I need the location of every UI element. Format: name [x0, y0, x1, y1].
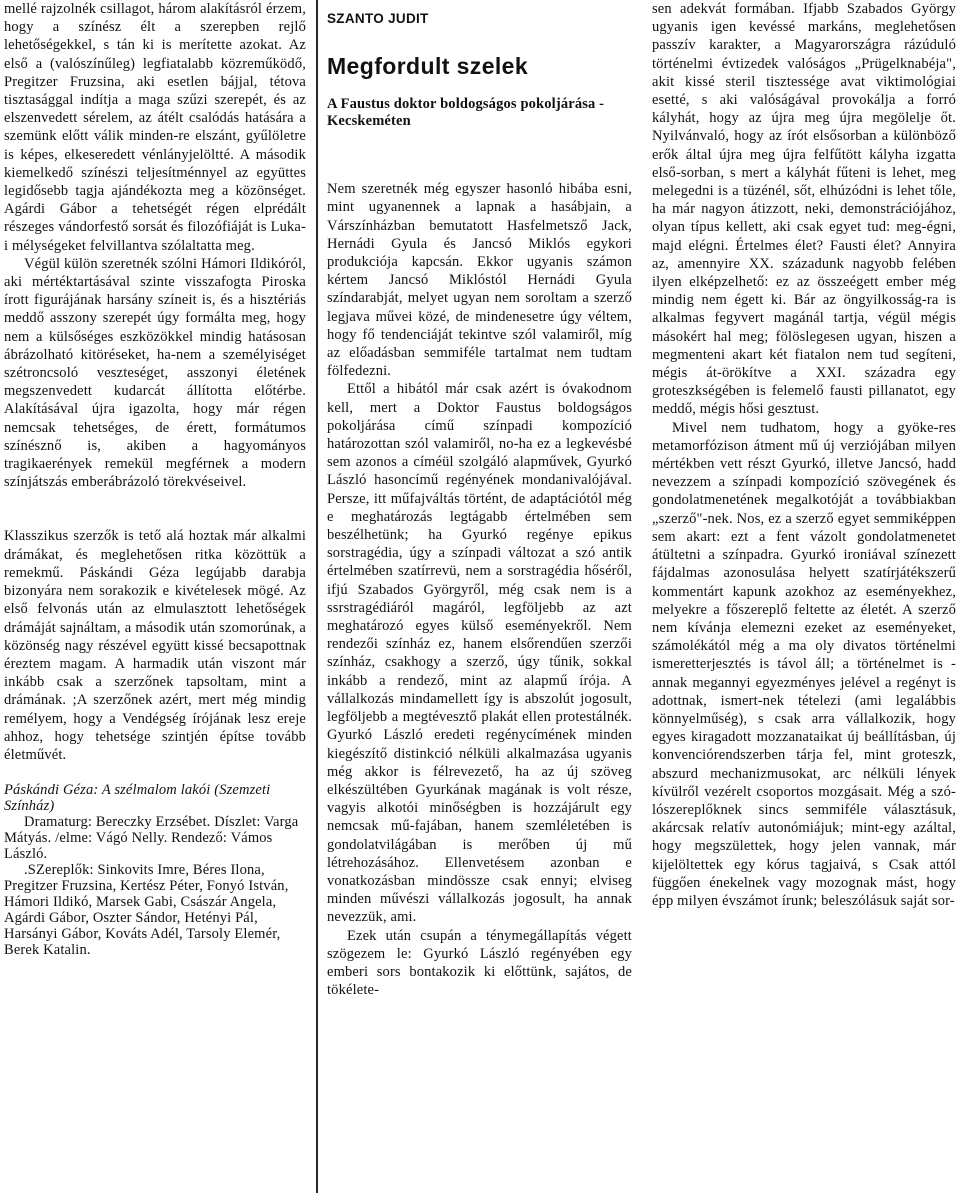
article-title: Megfordult szelek [327, 53, 529, 80]
column-left [4, 0, 306, 958]
paragraph: Mivel nem tudhatom, hogy a gyöke-res metamorfózison átment mű új verziójában milyen mértékben vett részt Gyurkó, illetve Jancsó, hadd nevezzem a színpadi kompozíció szövegének és gondolatmenetének megalkotóját a továbbiakban „szerző"-nek. Nos, ez a szerző egyet semmiképpen sem akart: ezt a fent vázolt gondolatmenetet átültetni a színpadra. Gyurkó ironiával színezett fájdalmas azonosulása helyett szatírjátékszerű kommentárt kapunk azokhoz az eseményekhez, melyekre a főszereplő feltette az életét. A szerző nem kívánja elemezni ezeket az eseményeket, számolékától még a ma oly divatos történelmi ismeretterjesztés is távol áll; a történelmet is - annak megannyi egyezményes jelével a regényt is adottnak, ismert-nek tételezi (ami legalábbis könnyelműség), s csak arra vállalkozik, hogy egyes kiragadott mozzanataikat új beállításban, új konvenciórendszerben tárja fel, mint groteszk, abszurd mechanizmusokat, arc nélküli lények kívülről vezérelt csoportos mozgásait. Még a szó-lószereplőknek sincs semmiféle választásuk, akárcsak relatív autonómiájuk; mint-egy azáltal, hogy megszülettek, hogy jelen vannak, már kijelöltettek egy kórus tagjaivá, s Csak attól függően énekelnek vagy mozognak mást, hogy épp milyen évszámot írunk; beleszólásuk saját sor- [652, 419, 956, 909]
article-subtitle: A Faustus doktor boldogságos pokoljárása - Kecskeméten [327, 96, 605, 130]
column-divider [316, 0, 318, 1193]
paragraph: sen adekvát formában. Ifjabb Szabados György ugyanis igen kevéssé markáns, meglehetősen passzív karakter, a Magyarországra rázúduló történelmi évtizedek valóságos „Prügelknabéja", akit kissé steril tisztessége avat viktimológiai esetté, s aki valóságával provokálja a forró kályhát, hogy az újra meg újra megölelje őt. Nyilvánvaló, hogy az írót elsősorban a különböző erők által újra meg újra felfűtött kályha izgatta első-sorban, s mert a kályhát fűteni is lehet, meg melegedni is a tüzénél, sőt, elhúzódni is lehet tőle, ha már nagyon átizzott, neki, demonstrációjához, olyan típus kellett, aki csak egyet tud: meg-égni, majd elégni. Értelmes élet? Fausti élet? Annyira az, amennyire XX. századunk nagyobb felében ilyen elképzelhető: ez az összeégett ember még mindig nem égett ki. Bár az öngyilkosság-ra is alkalmas fegyvert magánál tartja, végül mégis másokért hal meg; fölöslegesen ugyan, hiszen a megmenteni akart két fiatalon nem tud segíteni, mégis át-örökítve a XXI. századra egy groteszkségében is felemelő fausti pillanatot, egy meddő, mégis hősi gesztust. [652, 1, 956, 418]
article-author: SZANTO JUDIT [327, 11, 429, 26]
paragraph: Végül külön szeretnék szólni Hámori Ildikóról, aki mértéktartásával szinte visszafogta Piroska írott figurájának harsány színeit is, és a hisztériás meddő asszony szerepét úgy formálta meg, hogy nem a külsőséges eszközökkel mindig hatásosan ábrázolható kitöréseket, ha-nem a személyiséget szétroncsoló veszteséget, asszonyi életének megszenvedett kudarcát állította előtérbe. Alakításával újra igazolta, hogy már régen nemcsak tehetséges, de érett, formátumos színésznő is, akiben a hagyományos tragikaerények remekül megférnek a modern színjátszás emberábrázoló törekvéseivel. [4, 255, 306, 491]
paragraph: Ettől a hibától már csak azért is óvakodnom kell, mert a Doktor Faustus boldogságos pokoljárása című színpadi kompozíció határozottan szól valamiről, no-ha ez a legkevésbé sem azonos a címéül szolgáló alapművek, Gyurkó László hasoncímű regényének mondanivalójával. Persze, itt műfajváltás történt, de adaptációtól még e meghatározás legtágabb értelmében sem beszélhetünk; ha Gyurkó regénye epikus sorstragédia, úgy a színpadi változat a szó antik értelmében szatírrevü, nem a sorstragédia hőséről, ifjú Szabados Györgyről, még csak nem is a ssrstragédiáról magáról, legföljebb az azt meghatározó egyes külső eseményekről. Nem rendezői színház ez, hanem elsőrendűen szerzői színház, csakhogy a szerző, úgy tűnik, sokkal inkább a rendező, mint az alapmű írója. A vállalkozás mindamellett így is abszolút jogosult, legföljebb a megtévesztő plakát ellen protestálnék. Gyurkó László eredeti regénycímének minden kiegészítő distinkció nélküli alkalmazása ugyanis még akkor is félrevezető, ha az új szöveg elkészültében Gyurkának magának is volt része, vagyis alkotói minőségben is hozzájárult egy nemcsak mű-fajában, hanem szemléletében is gondolatvilágában is merőben új mű létrehozásához. Ellenvetésem azonban e vonatkozásban mindössze csak ennyi; elviseg minden művészi vállalkozás jogosult, ha annak nevezzük, ami. [327, 381, 632, 926]
paragraph: Klasszikus szerzők is tető alá hoztak már alkalmi drámákat, és meglehetősen ritka közöttük a remekmű. Páskándi Géza legújabb darabja bizonyára nem sorakozik e kivételesek mögé. Az első felvonás után az elmulasztott lehetőségek drámáját sajnáltam, a második után szomorúnak, a közönség nagy részével együtt kissé becsapottnak éreztem magam. A harmadik után viszont már inkább csak a szerzőnek tapsoltam, mint a drámának. ;A szerzőnek azért, mert még mindig remélyem, hogy a Vendégség írójának lesz ereje ahhoz, hogy tehetsége szintjén építse tovább életművét. [4, 528, 306, 763]
column-middle [327, 0, 632, 999]
column-right [652, 0, 956, 910]
credits-staff: Dramaturg: Bereczky Erzsébet. Díszlet: Varga Mátyás. /elme: Vágó Nelly. Rendező: Vámos László. [4, 814, 299, 863]
production-credits [4, 782, 306, 958]
paragraph: Ezek után csupán a ténymegállapítás végett szögezem le: Gyurkó László regényében egy emberi sors bontakozik ki előttünk, sajátos, de tökélete- [327, 927, 632, 999]
credits-title: Páskándi Géza: A szélmalom lakói (Szemzeti Színház) [4, 782, 271, 815]
paragraph: Nem szeretnék még egyszer hasonló hibába esni, mint ugyanennek a lapnak a hasábjain, a Várszínházban bemutatott Hasfelmetsző Jack, Hernádi Gyula és Jancsó Miklós egykori produkciója kapcsán. Ekkor ugyanis számon kértem Jancsó Miklóstól Hernádi Gyula színdarabját, melyet ugyan nem soroltam a szerző legjava művei közé, de mindenesetre úgy véltem, hogy fő tendenciáját tekintve szól valamiről, míg az előadásban semmiféle tartalmat nem tudtam fölfedezni. [327, 181, 632, 380]
credits-cast: .SZereplők: Sinkovits Imre, Béres Ilona, Pregitzer Fruzsina, Kertész Péter, Fonyó István, Hámori Ildikó, Marsek Gabi, Császár Angela, Agárdi Gábor, Oszter Sándor, Hetényi Pál, Harsányi Gábor, Kováts Adél, Tarsoly Elemér, Berek Katalin. [4, 862, 289, 959]
paragraph: mellé rajzolnék csillagot, három alakításról érzem, hogy a színész élt a szerepben rejlő lehetőségekkel, s tán ki is merítette azokat. Az első a (valószínűleg) legfiatalabb közreműködő, Pregitzer Fruzsina, aki esetlen bájjal, tétova tisztasággal indítja a maga szűzi szerepét, és az elszenvedett sérelem, az átélt csalódás hatására a szemünk előtt válik minden-re elszánt, gyűlöletre is képes, elkeseredett vénlányjelöltté. A második kiemelkedő színészi teljesítménnyel az együttes legidősebb tagja ajándékozta meg a közönséget. Agárdi Gábor a tehetségét régen elprédált részeges vándorfestő sorsát és filozófiáját is Luka-i mélységeket felvillantva szólaltatta meg. [4, 1, 306, 254]
